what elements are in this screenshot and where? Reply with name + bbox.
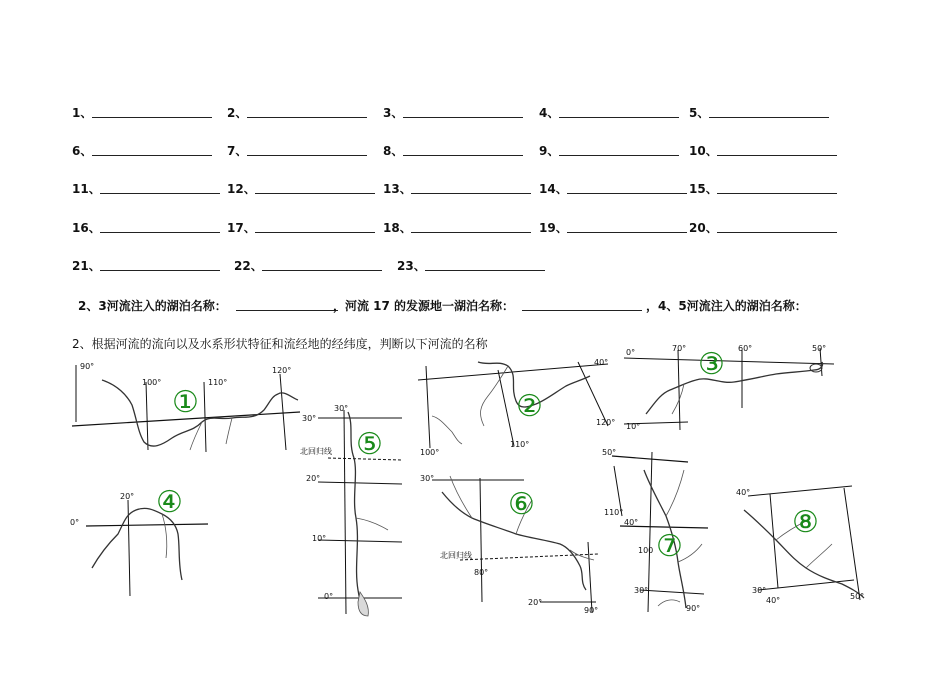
blank-number: 8、 xyxy=(383,144,404,158)
blank-number: 6、 xyxy=(72,144,93,158)
answer-line[interactable] xyxy=(567,232,687,233)
answer-line[interactable] xyxy=(411,232,531,233)
tick-label: 100° xyxy=(142,378,162,387)
tick-label: 30° xyxy=(634,586,649,595)
answer-line[interactable] xyxy=(559,117,679,118)
blank-number: 23、 xyxy=(397,259,426,273)
tick-label: 90° xyxy=(686,604,701,613)
tick-label: 40° xyxy=(766,596,781,605)
map-1-badge: ① xyxy=(172,385,199,420)
answer-line[interactable] xyxy=(92,155,212,156)
tick-label: 10° xyxy=(312,534,327,543)
answer-line[interactable] xyxy=(411,193,531,194)
answer-line[interactable] xyxy=(100,270,220,271)
tick-label: 0° xyxy=(324,592,334,601)
answer-line[interactable] xyxy=(717,193,837,194)
answer-line[interactable] xyxy=(425,270,545,271)
blank-number: 22、 xyxy=(234,259,263,273)
answer-line[interactable] xyxy=(100,193,220,194)
tick-label: 100 xyxy=(638,546,654,555)
tick-label: 120° xyxy=(596,418,616,427)
tick-label: 0° xyxy=(70,518,80,527)
answer-line[interactable] xyxy=(709,117,829,118)
answer-line[interactable] xyxy=(255,193,375,194)
blank-item xyxy=(227,104,247,121)
tick-label: 30° xyxy=(420,474,435,483)
tick-label: 北回归线 xyxy=(300,447,332,456)
map-4 xyxy=(70,485,220,606)
blank-item xyxy=(383,142,403,159)
map-4-drawing xyxy=(70,485,220,606)
map-3 xyxy=(624,344,844,434)
blank-item xyxy=(72,180,101,197)
tick-label: 50° xyxy=(602,448,617,457)
blank-item xyxy=(689,142,718,159)
tick-label: 50° xyxy=(850,592,865,601)
answer-line[interactable] xyxy=(717,155,837,156)
map-3-badge: ③ xyxy=(698,347,725,382)
map-7 xyxy=(600,446,718,620)
map-1 xyxy=(72,360,302,460)
answer-line[interactable] xyxy=(255,232,375,233)
map-7-badge: ⑦ xyxy=(656,529,683,564)
answer-line[interactable] xyxy=(247,117,367,118)
map-4-badge: ④ xyxy=(156,485,183,520)
tick-label: 90° xyxy=(80,362,95,371)
blank-number: 16、 xyxy=(72,221,101,235)
tick-label: 70° xyxy=(672,344,687,353)
blank-number: 10、 xyxy=(689,144,718,158)
blank-number: 9、 xyxy=(539,144,560,158)
tick-label: 30° xyxy=(302,414,317,423)
map-6-badge: ⑥ xyxy=(508,487,535,522)
map-6-drawing xyxy=(420,462,602,620)
map-2 xyxy=(418,356,618,456)
map-6 xyxy=(420,462,602,620)
blank-item xyxy=(383,180,412,197)
map-8 xyxy=(734,480,884,608)
blank-item xyxy=(539,104,559,121)
map-5-drawing xyxy=(298,402,408,620)
map-5-badge: ⑤ xyxy=(356,427,383,462)
tick-label: 110° xyxy=(604,508,624,517)
blank-number: 3、 xyxy=(383,106,404,120)
blank-item xyxy=(689,104,709,121)
answer-line[interactable] xyxy=(236,310,338,311)
tick-label: 10° xyxy=(626,422,641,431)
tick-label: 110° xyxy=(208,378,228,387)
blank-number: 1、 xyxy=(72,106,93,120)
blank-item xyxy=(383,104,403,121)
blank-item xyxy=(539,142,559,159)
tick-label: 60° xyxy=(738,344,753,353)
blank-number: 19、 xyxy=(539,221,568,235)
blank-number: 21、 xyxy=(72,259,101,273)
blank-number: 5、 xyxy=(689,106,710,120)
blank-item xyxy=(234,257,263,274)
tick-label: 20° xyxy=(306,474,321,483)
tick-label: 110° xyxy=(510,440,530,449)
answer-line[interactable] xyxy=(403,117,523,118)
blank-number: 15、 xyxy=(689,182,718,196)
tick-label: 40° xyxy=(736,488,751,497)
blank-number: 20、 xyxy=(689,221,718,235)
map-5 xyxy=(298,402,408,620)
blank-item xyxy=(227,219,256,236)
blank-item xyxy=(72,219,101,236)
tick-label: 30° xyxy=(752,586,767,595)
tick-label: 80° xyxy=(474,568,489,577)
blank-number: 18、 xyxy=(383,221,412,235)
blank-number: 17、 xyxy=(227,221,256,235)
tick-label: 30° xyxy=(334,404,349,413)
answer-line[interactable] xyxy=(100,232,220,233)
tick-label: 40° xyxy=(624,518,639,527)
answer-line[interactable] xyxy=(559,155,679,156)
tick-label: 100° xyxy=(420,448,440,457)
tick-label: 120° xyxy=(272,366,292,375)
blank-number: 11、 xyxy=(72,182,101,196)
answer-line[interactable] xyxy=(92,117,212,118)
blank-item xyxy=(689,180,718,197)
blank-number: 12、 xyxy=(227,182,256,196)
question-1-part-a: 2、3河流注入的湖泊名称： xyxy=(78,299,227,313)
tick-label: 20° xyxy=(528,598,543,607)
blank-item xyxy=(689,219,718,236)
tick-label: 20° xyxy=(120,492,135,501)
answer-line[interactable] xyxy=(403,155,523,156)
blank-number: 4、 xyxy=(539,106,560,120)
answer-line[interactable] xyxy=(247,155,367,156)
question-2: 2、根据河流的流向以及水系形状特征和流经地的经纬度，判断以下河流的名称 xyxy=(72,337,488,351)
blank-number: 14、 xyxy=(539,182,568,196)
tick-label: 90° xyxy=(584,606,599,615)
tick-label: 40° xyxy=(594,358,609,367)
blank-number: 2、 xyxy=(227,106,248,120)
answer-line[interactable] xyxy=(522,310,642,311)
blank-item xyxy=(72,257,101,274)
answer-line[interactable] xyxy=(567,193,687,194)
blank-item xyxy=(397,257,426,274)
tick-label: 0° xyxy=(626,348,636,357)
tick-label: 北回归线 xyxy=(440,551,472,560)
answer-line[interactable] xyxy=(717,232,837,233)
answer-line[interactable] xyxy=(262,270,382,271)
blank-item xyxy=(72,104,92,121)
blank-item xyxy=(72,142,92,159)
blank-item xyxy=(227,180,256,197)
map-8-badge: ⑧ xyxy=(792,505,819,540)
question-1-part-b: ，河流 17 的发源地一湖泊名称： xyxy=(333,299,515,313)
map-3-drawing xyxy=(624,344,844,434)
blank-item xyxy=(539,219,568,236)
blank-number: 7、 xyxy=(227,144,248,158)
blank-item xyxy=(227,142,247,159)
tick-label: 50° xyxy=(812,344,827,353)
question-1-part-c: ，4、5河流注入的湖泊名称： xyxy=(646,299,807,313)
blank-number: 13、 xyxy=(383,182,412,196)
map-2-badge: ② xyxy=(516,389,543,424)
blank-item xyxy=(539,180,568,197)
blank-item xyxy=(383,219,412,236)
